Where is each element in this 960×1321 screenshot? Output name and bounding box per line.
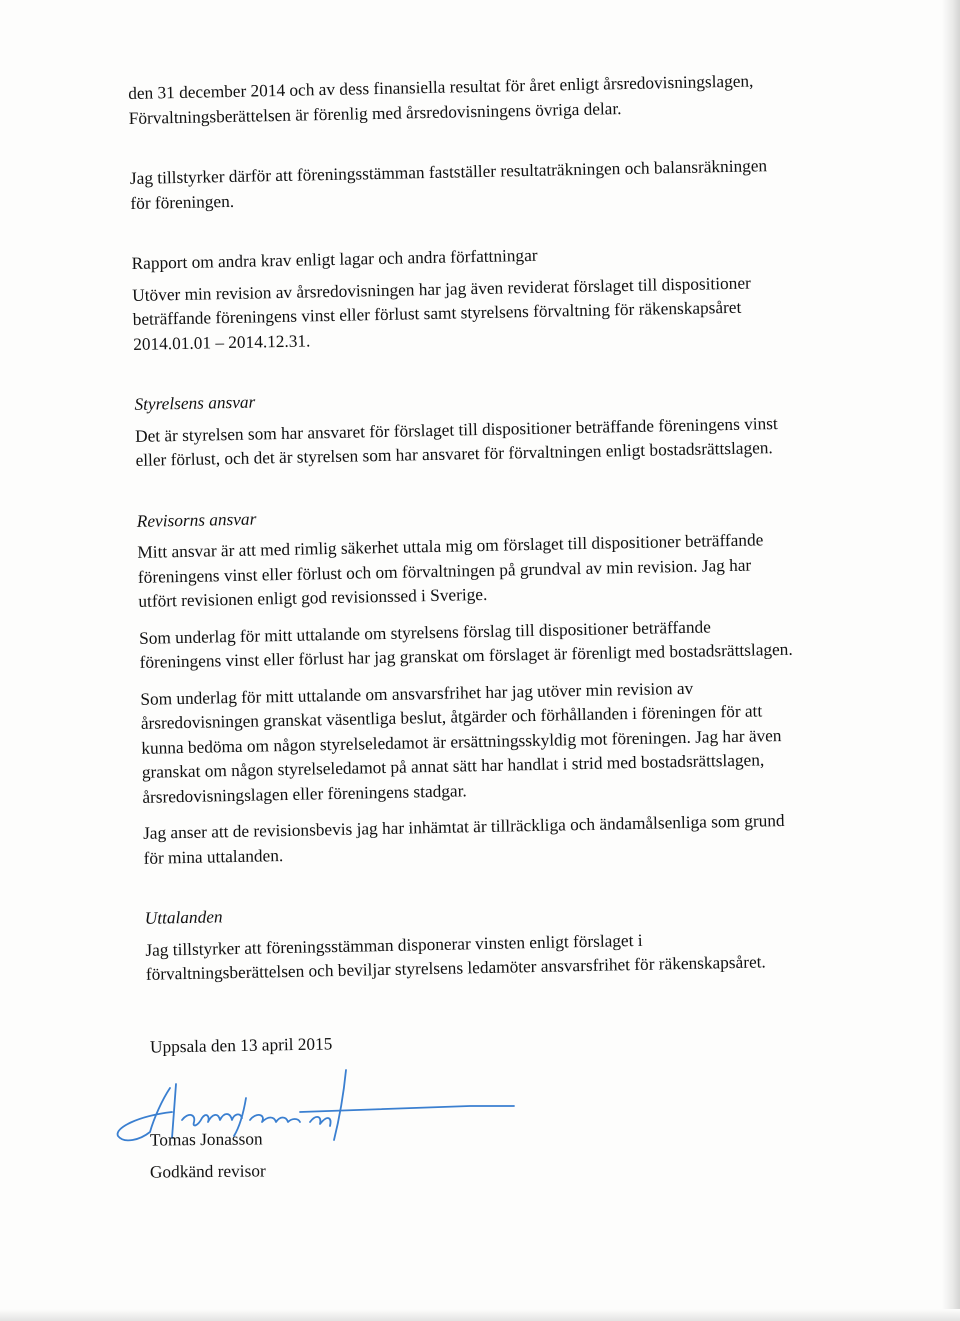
text-line: Som underlag för mitt uttalande om styrelsens förslag till dispositioner beträffande (138, 616, 712, 648)
text-line: årsredovisningslagen eller föreningens stadgar. (142, 780, 467, 807)
text-line: granskat om någon styrelseledamot på annat sätt har handlat i strid med bostadsrättslagen, (141, 750, 765, 782)
auditor-paragraph-1 (137, 527, 848, 615)
text-line: Jag tillstyrker att föreningsstämman disponerar vinsten enligt förslaget i (145, 930, 643, 960)
text-line: Som underlag för mitt uttalande om ansvarsfrihet har jag utöver min revision av (140, 678, 694, 709)
text-line: årsredovisningen granskat väsentliga beslut, åtgärder och förhållanden i föreningen för att (140, 701, 763, 733)
report-heading: Rapport om andra krav enligt lagar och andra författningar (131, 245, 538, 273)
signatory-name: Tomas Jonasson (149, 1129, 263, 1150)
signature-block (150, 1060, 510, 1200)
text-line: Det är styrelsen som har ansvaret för förslaget till dispositioner beträffande föreningens vinst (134, 413, 778, 446)
text-line: 2014.01.01 – 2014.12.31. (133, 330, 311, 354)
handwritten-signature-icon (110, 1060, 550, 1170)
text-line: föreningens vinst eller förlust har jag granskat om förslaget är förenligt med bostadsrättslagen. (139, 639, 793, 672)
text-line: kunna bedöma om någon styrelseledamot är ersättningsskyldig mot föreningen. Jag har även (141, 725, 782, 758)
text-line: beträffande föreningens vinst eller förlust samt styrelsens förvaltning för räkenskapsåret (132, 297, 742, 329)
text-line: för föreningen. (130, 191, 235, 213)
auditor-responsibility-heading: Revisorns ansvar (136, 509, 257, 531)
text-line: den 31 december 2014 och av dess finansiella resultat för året enligt årsredovisningslagen, (128, 71, 754, 103)
text-line: utfört revisionen enligt god revisionssed i Sverige. (138, 584, 488, 611)
text-line: Utöver min revision av årsredovisningen har jag även reviderat förslaget till dispositioner (132, 273, 751, 305)
statements-heading: Uttalanden (144, 907, 223, 928)
signatory-title: Godkänd revisor (149, 1161, 266, 1182)
text-line: för mina uttalanden. (143, 845, 284, 868)
place-and-date: Uppsala den 13 april 2015 (149, 1034, 333, 1057)
text-line: Jag tillstyrker därför att föreningsstämman fastställer resultaträkningen och balansräkningen (129, 156, 768, 188)
text-line: eller förlust, och det är styrelsen som har ansvaret för förvaltningen enligt bostadsrättslagen. (135, 438, 773, 470)
board-responsibility-heading: Styrelsens ansvar (134, 392, 256, 414)
scan-bottom-edge (0, 1309, 960, 1321)
text-line: förvaltningsberättelsen och beviljar styrelsens ledamöter ansvarsfrihet för räkenskapsåret. (145, 952, 766, 984)
text-line: föreningens vinst eller förlust och om förvaltningen på grundval av min revision. Jag har (137, 555, 752, 587)
scan-edge-shadow (942, 0, 960, 1321)
auditor-paragraph-3 (140, 673, 852, 810)
report-paragraph (132, 269, 843, 357)
text-line: Mitt ansvar är att med rimlig säkerhet uttala mig om förslaget till dispositioner beträffande (137, 530, 764, 562)
text-line: Förvaltningsberättelsen är förenlig med årsredovisningens övriga delar. (128, 98, 622, 128)
document-body (128, 68, 856, 988)
text-line: Jag anser att de revisionsbevis jag har inhämtat är tillräckliga och ändamålsenliga som grund (142, 810, 785, 843)
